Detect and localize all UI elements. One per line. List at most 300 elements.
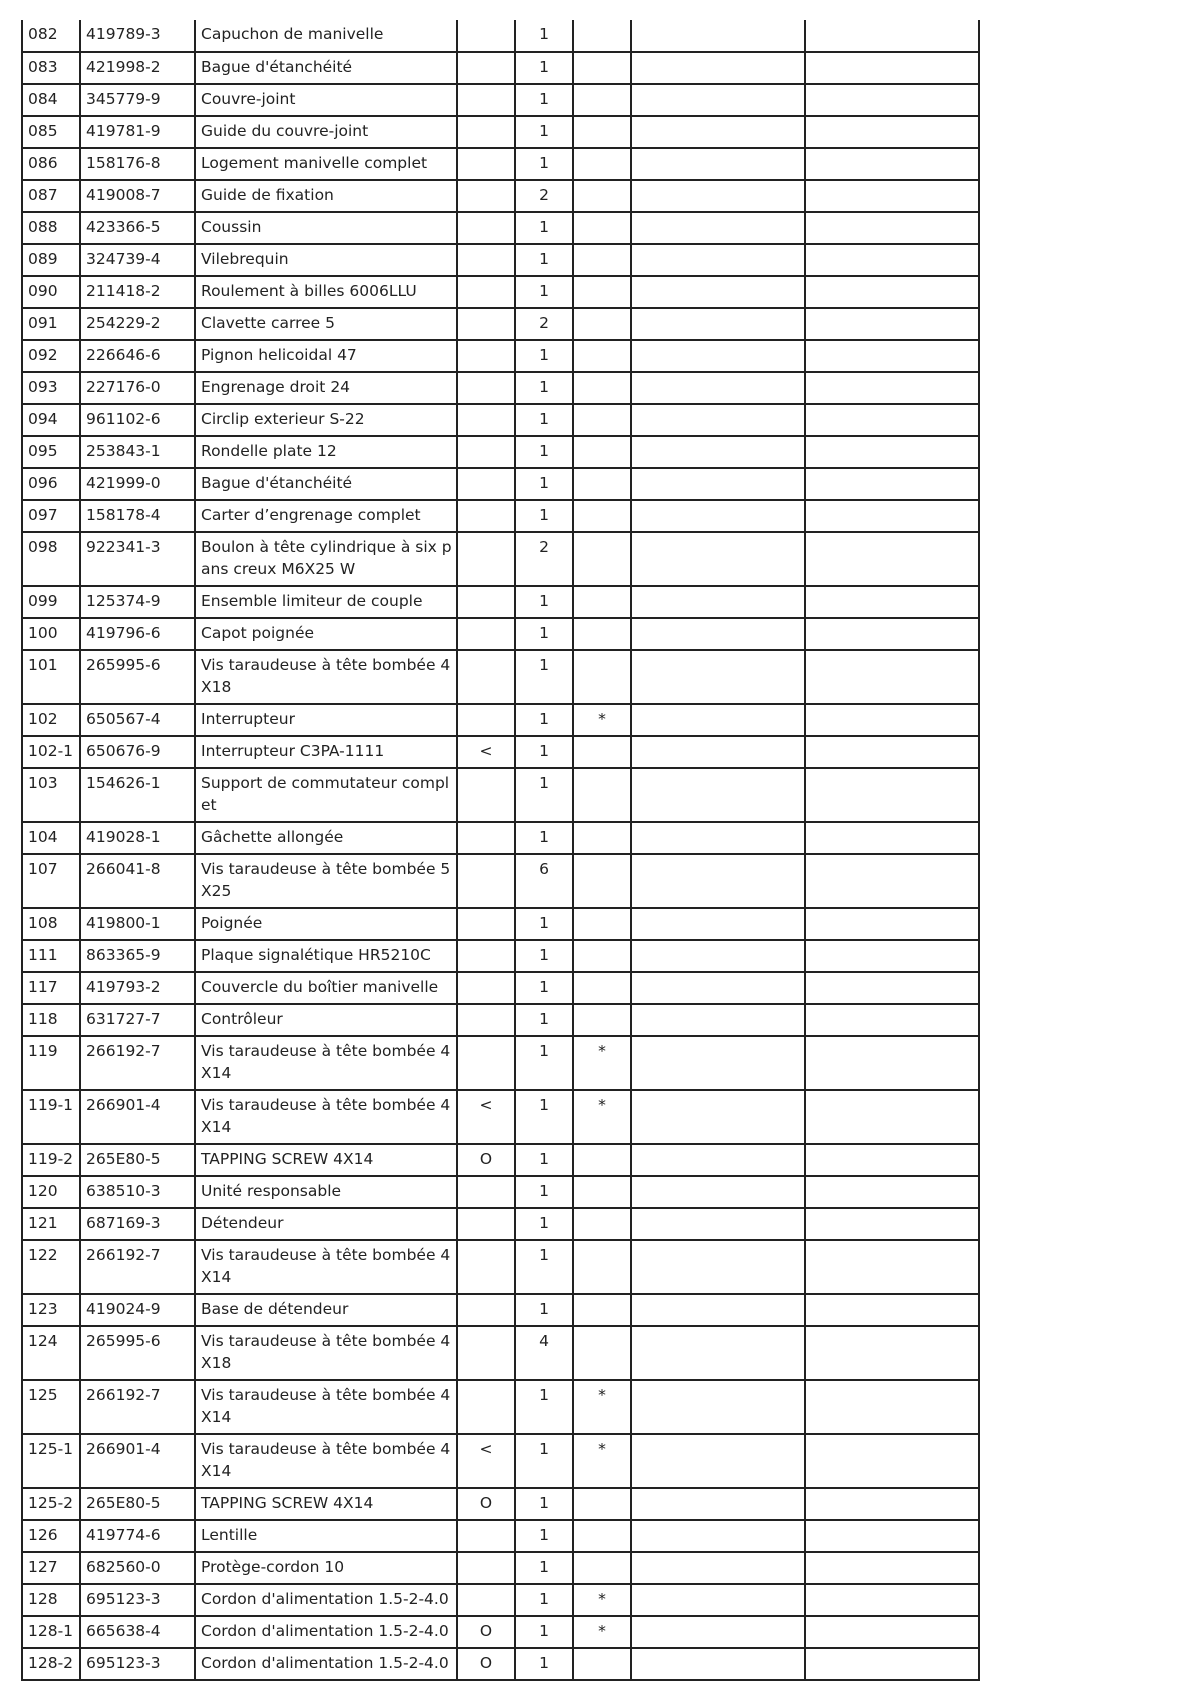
marker-cell [457, 650, 515, 704]
part-number-cell: 419024-9 [80, 1294, 195, 1326]
marker-cell [457, 1294, 515, 1326]
empty-cell [805, 1380, 979, 1434]
part-number-cell: 682560-0 [80, 1552, 195, 1584]
table-row [22, 436, 979, 468]
note-cell [573, 1294, 631, 1326]
table-row [22, 500, 979, 532]
marker-cell: O [457, 1616, 515, 1648]
note-cell [573, 436, 631, 468]
quantity-cell: 1 [515, 212, 573, 244]
table-row [22, 650, 979, 704]
empty-cell [631, 1434, 805, 1488]
part-number-cell: 254229-2 [80, 308, 195, 340]
quantity-cell: 1 [515, 822, 573, 854]
item-number-cell: 119-1 [22, 1090, 80, 1144]
item-number-cell: 119 [22, 1036, 80, 1090]
note-cell [573, 468, 631, 500]
note-cell [573, 212, 631, 244]
marker-cell [457, 1004, 515, 1036]
description-cell: Unité responsable [195, 1176, 457, 1208]
item-number-cell: 082 [22, 20, 80, 52]
table-row [22, 1208, 979, 1240]
item-number-cell: 091 [22, 308, 80, 340]
item-number-cell: 087 [22, 180, 80, 212]
marker-cell [457, 704, 515, 736]
quantity-cell: 1 [515, 1584, 573, 1616]
item-number-cell: 123 [22, 1294, 80, 1326]
part-number-cell: 419789-3 [80, 20, 195, 52]
marker-cell: < [457, 736, 515, 768]
empty-cell [805, 1648, 979, 1680]
description-cell: Interrupteur [195, 704, 457, 736]
quantity-cell: 1 [515, 404, 573, 436]
part-number-cell: 419008-7 [80, 180, 195, 212]
quantity-cell: 1 [515, 1520, 573, 1552]
description-cell: Capuchon de manivelle [195, 20, 457, 52]
part-number-cell: 419028-1 [80, 822, 195, 854]
marker-cell [457, 276, 515, 308]
description-cell: Circlip exterieur S-22 [195, 404, 457, 436]
part-number-cell: 211418-2 [80, 276, 195, 308]
empty-cell [631, 372, 805, 404]
note-cell [573, 500, 631, 532]
empty-cell [631, 1144, 805, 1176]
empty-cell [631, 1090, 805, 1144]
table-row [22, 1036, 979, 1090]
item-number-cell: 102 [22, 704, 80, 736]
quantity-cell: 6 [515, 854, 573, 908]
description-cell: Couvercle du boîtier manivelle [195, 972, 457, 1004]
part-number-cell: 650567-4 [80, 704, 195, 736]
quantity-cell: 1 [515, 1004, 573, 1036]
table-row [22, 822, 979, 854]
part-number-cell: 665638-4 [80, 1616, 195, 1648]
item-number-cell: 100 [22, 618, 80, 650]
marker-cell [457, 1380, 515, 1434]
note-cell [573, 586, 631, 618]
quantity-cell: 1 [515, 20, 573, 52]
table-row [22, 468, 979, 500]
note-cell [573, 1240, 631, 1294]
marker-cell [457, 1208, 515, 1240]
empty-cell [631, 940, 805, 972]
marker-cell [457, 500, 515, 532]
item-number-cell: 099 [22, 586, 80, 618]
empty-cell [805, 468, 979, 500]
table-row [22, 1488, 979, 1520]
table-row [22, 340, 979, 372]
item-number-cell: 120 [22, 1176, 80, 1208]
empty-cell [631, 618, 805, 650]
table-row [22, 84, 979, 116]
empty-cell [805, 180, 979, 212]
part-number-cell: 158176-8 [80, 148, 195, 180]
marker-cell: O [457, 1648, 515, 1680]
empty-cell [805, 1208, 979, 1240]
item-number-cell: 086 [22, 148, 80, 180]
empty-cell [631, 20, 805, 52]
quantity-cell: 1 [515, 372, 573, 404]
note-cell [573, 532, 631, 586]
part-number-cell: 158178-4 [80, 500, 195, 532]
table-row [22, 1176, 979, 1208]
marker-cell [457, 116, 515, 148]
table-row [22, 116, 979, 148]
quantity-cell: 1 [515, 148, 573, 180]
description-cell: Détendeur [195, 1208, 457, 1240]
quantity-cell: 1 [515, 468, 573, 500]
table-row [22, 148, 979, 180]
item-number-cell: 128 [22, 1584, 80, 1616]
empty-cell [805, 586, 979, 618]
description-cell: Ensemble limiteur de couple [195, 586, 457, 618]
part-number-cell: 154626-1 [80, 768, 195, 822]
part-number-cell: 650676-9 [80, 736, 195, 768]
quantity-cell: 1 [515, 768, 573, 822]
table-row [22, 768, 979, 822]
quantity-cell: 1 [515, 1648, 573, 1680]
note-cell: * [573, 1616, 631, 1648]
part-number-cell: 863365-9 [80, 940, 195, 972]
marker-cell: O [457, 1488, 515, 1520]
quantity-cell: 1 [515, 116, 573, 148]
empty-cell [805, 1488, 979, 1520]
quantity-cell: 1 [515, 436, 573, 468]
empty-cell [805, 276, 979, 308]
part-number-cell: 419800-1 [80, 908, 195, 940]
quantity-cell: 1 [515, 340, 573, 372]
description-cell: Engrenage droit 24 [195, 372, 457, 404]
table-row [22, 972, 979, 1004]
part-number-cell: 227176-0 [80, 372, 195, 404]
note-cell [573, 1520, 631, 1552]
table-row [22, 940, 979, 972]
marker-cell [457, 1036, 515, 1090]
empty-cell [631, 650, 805, 704]
description-cell: Support de commutateur complet [195, 768, 457, 822]
note-cell [573, 84, 631, 116]
quantity-cell: 1 [515, 1616, 573, 1648]
marker-cell [457, 340, 515, 372]
table-row [22, 618, 979, 650]
empty-cell [805, 116, 979, 148]
description-cell: Protège-cordon 10 [195, 1552, 457, 1584]
empty-cell [805, 1036, 979, 1090]
note-cell: * [573, 1380, 631, 1434]
marker-cell [457, 1520, 515, 1552]
item-number-cell: 122 [22, 1240, 80, 1294]
note-cell [573, 276, 631, 308]
item-number-cell: 102-1 [22, 736, 80, 768]
marker-cell: < [457, 1090, 515, 1144]
item-number-cell: 090 [22, 276, 80, 308]
item-number-cell: 128-2 [22, 1648, 80, 1680]
quantity-cell: 1 [515, 908, 573, 940]
part-number-cell: 266901-4 [80, 1434, 195, 1488]
note-cell [573, 404, 631, 436]
part-number-cell: 265E80-5 [80, 1488, 195, 1520]
empty-cell [805, 1294, 979, 1326]
quantity-cell: 2 [515, 180, 573, 212]
note-cell [573, 940, 631, 972]
quantity-cell: 2 [515, 532, 573, 586]
quantity-cell: 1 [515, 650, 573, 704]
empty-cell [631, 308, 805, 340]
table-row [22, 1240, 979, 1294]
item-number-cell: 127 [22, 1552, 80, 1584]
table-row [22, 276, 979, 308]
note-cell [573, 1004, 631, 1036]
quantity-cell: 1 [515, 1552, 573, 1584]
note-cell [573, 340, 631, 372]
marker-cell [457, 972, 515, 1004]
empty-cell [805, 20, 979, 52]
quantity-cell: 1 [515, 1176, 573, 1208]
part-number-cell: 638510-3 [80, 1176, 195, 1208]
item-number-cell: 096 [22, 468, 80, 500]
quantity-cell: 1 [515, 736, 573, 768]
empty-cell [805, 1240, 979, 1294]
description-cell: Vis taraudeuse à tête bombée 4X14 [195, 1240, 457, 1294]
item-number-cell: 088 [22, 212, 80, 244]
part-number-cell: 265995-6 [80, 1326, 195, 1380]
marker-cell [457, 308, 515, 340]
empty-cell [631, 404, 805, 436]
quantity-cell: 2 [515, 308, 573, 340]
empty-cell [805, 854, 979, 908]
marker-cell [457, 244, 515, 276]
empty-cell [805, 500, 979, 532]
note-cell [573, 308, 631, 340]
note-cell: * [573, 1584, 631, 1616]
marker-cell [457, 52, 515, 84]
empty-cell [631, 436, 805, 468]
quantity-cell: 1 [515, 1380, 573, 1434]
part-number-cell: 419796-6 [80, 618, 195, 650]
description-cell: Logement manivelle complet [195, 148, 457, 180]
part-number-cell: 266192-7 [80, 1240, 195, 1294]
item-number-cell: 101 [22, 650, 80, 704]
marker-cell [457, 532, 515, 586]
quantity-cell: 1 [515, 276, 573, 308]
marker-cell [457, 768, 515, 822]
item-number-cell: 121 [22, 1208, 80, 1240]
marker-cell [457, 1326, 515, 1380]
empty-cell [631, 972, 805, 1004]
note-cell [573, 650, 631, 704]
empty-cell [805, 908, 979, 940]
item-number-cell: 125 [22, 1380, 80, 1434]
item-number-cell: 111 [22, 940, 80, 972]
empty-cell [631, 276, 805, 308]
empty-cell [631, 1380, 805, 1434]
marker-cell [457, 180, 515, 212]
note-cell: * [573, 1036, 631, 1090]
part-number-cell: 695123-3 [80, 1584, 195, 1616]
description-cell: Couvre-joint [195, 84, 457, 116]
note-cell [573, 1144, 631, 1176]
note-cell [573, 1208, 631, 1240]
part-number-cell: 687169-3 [80, 1208, 195, 1240]
note-cell [573, 972, 631, 1004]
part-number-cell: 961102-6 [80, 404, 195, 436]
item-number-cell: 128-1 [22, 1616, 80, 1648]
empty-cell [631, 244, 805, 276]
quantity-cell: 1 [515, 1434, 573, 1488]
description-cell: Cordon d'alimentation 1.5-2-4.0 [195, 1584, 457, 1616]
note-cell [573, 244, 631, 276]
empty-cell [631, 1176, 805, 1208]
part-number-cell: 266041-8 [80, 854, 195, 908]
part-number-cell: 265995-6 [80, 650, 195, 704]
empty-cell [631, 84, 805, 116]
item-number-cell: 098 [22, 532, 80, 586]
quantity-cell: 1 [515, 704, 573, 736]
empty-cell [805, 1520, 979, 1552]
item-number-cell: 107 [22, 854, 80, 908]
item-number-cell: 083 [22, 52, 80, 84]
empty-cell [631, 1552, 805, 1584]
part-number-cell: 266901-4 [80, 1090, 195, 1144]
part-number-cell: 324739-4 [80, 244, 195, 276]
item-number-cell: 124 [22, 1326, 80, 1380]
empty-cell [805, 1434, 979, 1488]
quantity-cell: 1 [515, 1240, 573, 1294]
description-cell: Poignée [195, 908, 457, 940]
empty-cell [631, 212, 805, 244]
empty-cell [631, 180, 805, 212]
part-number-cell: 226646-6 [80, 340, 195, 372]
empty-cell [805, 84, 979, 116]
empty-cell [631, 148, 805, 180]
table-row [22, 404, 979, 436]
marker-cell [457, 84, 515, 116]
marker-cell [457, 586, 515, 618]
description-cell: Bague d'étanchéité [195, 468, 457, 500]
empty-cell [631, 468, 805, 500]
empty-cell [631, 854, 805, 908]
description-cell: Boulon à tête cylindrique à six pans creux M6X25 W [195, 532, 457, 586]
note-cell: * [573, 1090, 631, 1144]
item-number-cell: 092 [22, 340, 80, 372]
item-number-cell: 108 [22, 908, 80, 940]
description-cell: Rondelle plate 12 [195, 436, 457, 468]
note-cell [573, 822, 631, 854]
description-cell: Vis taraudeuse à tête bombée 5X25 [195, 854, 457, 908]
quantity-cell: 1 [515, 1208, 573, 1240]
table-row [22, 212, 979, 244]
table-row [22, 586, 979, 618]
empty-cell [631, 1326, 805, 1380]
empty-cell [631, 704, 805, 736]
empty-cell [805, 212, 979, 244]
note-cell [573, 854, 631, 908]
description-cell: Vis taraudeuse à tête bombée 4X14 [195, 1434, 457, 1488]
note-cell [573, 1552, 631, 1584]
note-cell [573, 372, 631, 404]
table-row [22, 854, 979, 908]
description-cell: Guide du couvre-joint [195, 116, 457, 148]
empty-cell [805, 1616, 979, 1648]
note-cell [573, 180, 631, 212]
note-cell [573, 1176, 631, 1208]
parts-list-table [21, 20, 980, 1681]
description-cell: Capot poignée [195, 618, 457, 650]
note-cell: * [573, 1434, 631, 1488]
empty-cell [805, 372, 979, 404]
marker-cell [457, 1240, 515, 1294]
note-cell [573, 768, 631, 822]
marker-cell [457, 854, 515, 908]
table-row [22, 20, 979, 52]
item-number-cell: 126 [22, 1520, 80, 1552]
table-row [22, 736, 979, 768]
empty-cell [805, 1584, 979, 1616]
empty-cell [805, 940, 979, 972]
empty-cell [805, 52, 979, 84]
table-row [22, 532, 979, 586]
part-number-cell: 125374-9 [80, 586, 195, 618]
marker-cell [457, 1552, 515, 1584]
empty-cell [805, 1004, 979, 1036]
table-row [22, 908, 979, 940]
note-cell [573, 1488, 631, 1520]
marker-cell [457, 618, 515, 650]
item-number-cell: 095 [22, 436, 80, 468]
part-number-cell: 419793-2 [80, 972, 195, 1004]
quantity-cell: 4 [515, 1326, 573, 1380]
note-cell: * [573, 704, 631, 736]
description-cell: Base de détendeur [195, 1294, 457, 1326]
description-cell: Gâchette allongée [195, 822, 457, 854]
quantity-cell: 1 [515, 618, 573, 650]
empty-cell [805, 1326, 979, 1380]
quantity-cell: 1 [515, 52, 573, 84]
table-row [22, 1090, 979, 1144]
table-row [22, 1434, 979, 1488]
note-cell [573, 618, 631, 650]
marker-cell: O [457, 1144, 515, 1176]
item-number-cell: 103 [22, 768, 80, 822]
item-number-cell: 094 [22, 404, 80, 436]
item-number-cell: 117 [22, 972, 80, 1004]
quantity-cell: 1 [515, 1294, 573, 1326]
marker-cell: < [457, 1434, 515, 1488]
table-row [22, 1004, 979, 1036]
empty-cell [805, 736, 979, 768]
empty-cell [631, 532, 805, 586]
marker-cell [457, 940, 515, 972]
quantity-cell: 1 [515, 1090, 573, 1144]
description-cell: Vis taraudeuse à tête bombée 4X18 [195, 650, 457, 704]
item-number-cell: 093 [22, 372, 80, 404]
part-number-cell: 266192-7 [80, 1036, 195, 1090]
empty-cell [805, 308, 979, 340]
marker-cell [457, 436, 515, 468]
quantity-cell: 1 [515, 940, 573, 972]
empty-cell [631, 736, 805, 768]
empty-cell [805, 404, 979, 436]
part-number-cell: 345779-9 [80, 84, 195, 116]
part-number-cell: 265E80-5 [80, 1144, 195, 1176]
quantity-cell: 1 [515, 972, 573, 1004]
description-cell: Cordon d'alimentation 1.5-2-4.0 [195, 1648, 457, 1680]
item-number-cell: 084 [22, 84, 80, 116]
table-row [22, 1552, 979, 1584]
part-number-cell: 421998-2 [80, 52, 195, 84]
empty-cell [631, 1616, 805, 1648]
table-row [22, 1380, 979, 1434]
